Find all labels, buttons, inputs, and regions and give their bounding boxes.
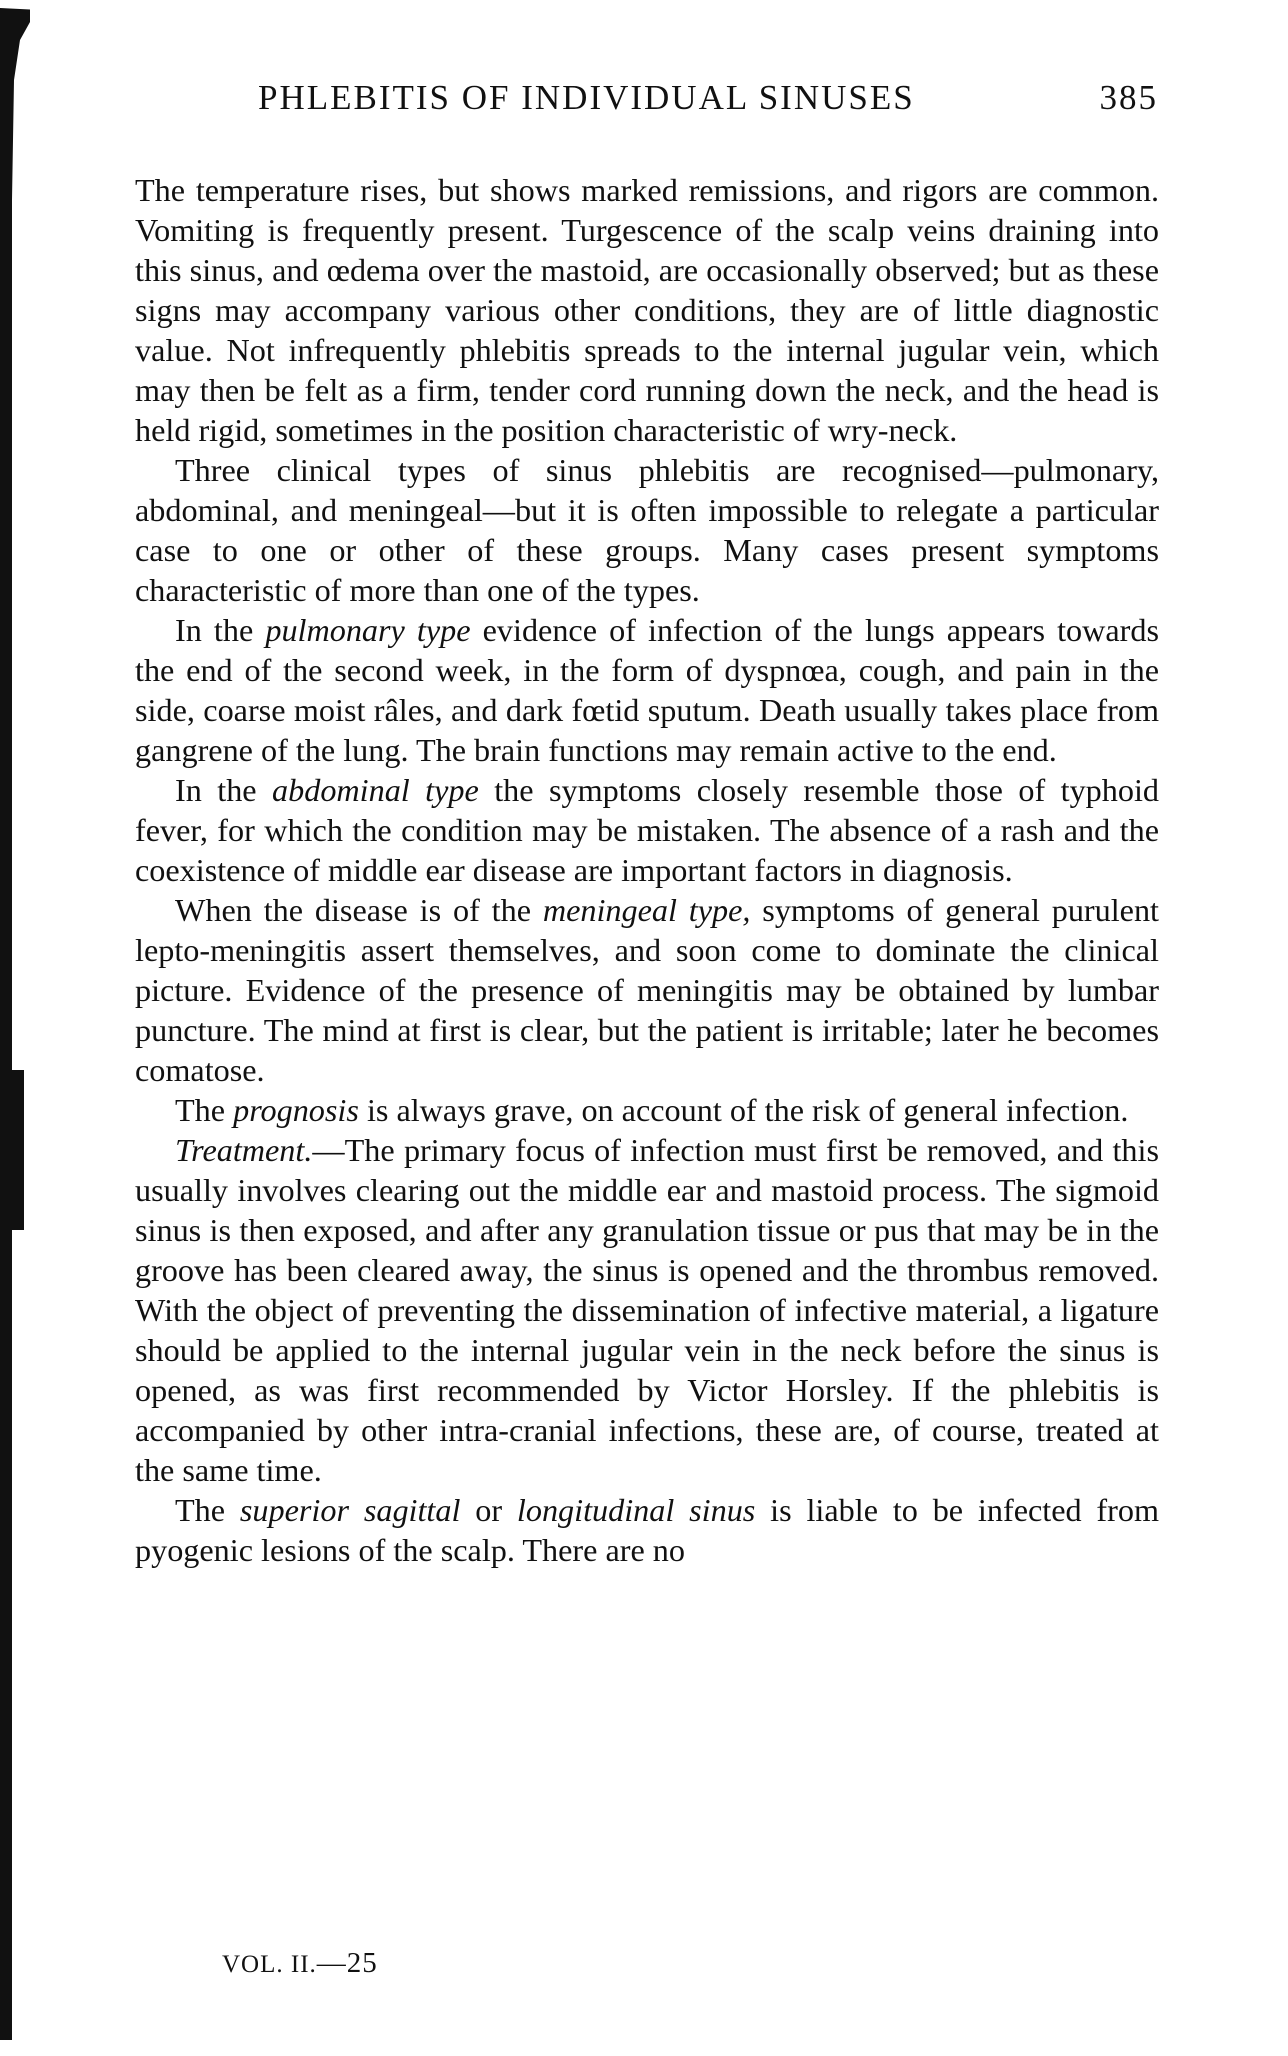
page-binding-edge [0, 0, 30, 2052]
text-run: Three clinical types of sinus phlebitis are recognised—pulmonary, abdominal, and meningeal—but it is often impossible to relegate a particular case to one or other of these groups. Many cases present symptoms characteristic of more than one of the types. [135, 452, 1159, 608]
text-run: the symptoms closely resemble those of typhoid fever, for which the condition may be mistaken. The absence of a rash and the coexistence of middle ear disease are important factors in diagnosis. [135, 772, 1159, 888]
paragraph [135, 1130, 1159, 1490]
paragraph [135, 1490, 1159, 1570]
text-run: In the [175, 772, 273, 808]
paragraph [135, 890, 1159, 1090]
text-run: or [460, 1492, 517, 1528]
italic-term: meningeal type, [542, 892, 751, 928]
page-number: 385 [1099, 78, 1158, 117]
text-run: symptoms of general purulent lepto-meningitis assert themselves, and soon come to dominate the clinical picture. Evidence of the presence of meningitis may be obtained by lumbar puncture. The mind at first is clear, but the patient is irritable; later he becomes comatose. [135, 892, 1160, 1088]
italic-term: prognosis [233, 1092, 359, 1128]
text-run: is liable to be infected from pyogenic lesions of the scalp. There are no [135, 1492, 1159, 1568]
paragraph [135, 770, 1159, 890]
text-run: is always grave, on account of the risk of general infection. [358, 1092, 1129, 1128]
paragraph [135, 450, 1159, 610]
text-run: The temperature rises, but shows marked remissions, and rigors are common. Vomiting is frequently present. Turgescence of the scalp veins draining into this sinus, and œdema over the mastoid, are occasionally observed; but as these signs may accompany various other conditions, they are of little diagnostic value. Not infrequently phlebitis spreads to the internal jugular vein, which may then be felt as a firm, tender cord running down the neck, and the head is held rigid, sometimes in the position characteristic of wry-neck. [135, 172, 1159, 448]
italic-term: pulmonary type [265, 612, 471, 648]
text-run: The [175, 1092, 234, 1128]
text-run: evidence of infection of the lungs appears towards the end of the second week, in the form of dyspnœa, cough, and pain in the side, coarse moist râles, and dark fœtid sputum. Death usually takes place from gangrene of the lung. The brain functions may remain active to the end. [135, 612, 1160, 768]
text-run: In the [175, 612, 266, 648]
volume-label: VOL. II. [222, 1951, 317, 1978]
italic-term: longitudinal sinus [516, 1492, 756, 1528]
italic-term: superior sagittal [239, 1492, 461, 1528]
footer-signature-line [222, 1947, 378, 1980]
paragraph [135, 1090, 1159, 1130]
signature-mark: —25 [316, 1947, 378, 1979]
paragraph [135, 610, 1159, 770]
text-run: The [175, 1492, 240, 1528]
text-run: —The primary focus of infection must first be removed, and this usually involves clearing out the middle ear and mastoid process. The sigmoid sinus is then exposed, and after any granulation tissue or pus that may be in the groove has been cleared away, the sinus is opened and the thrombus removed. With the object of preventing the dissemination of infective material, a ligature should be applied to the internal jugular vein in the neck before the sinus is opened, as was first recommended by Victor Horsley. If the phlebitis is accompanied by other intra-cranial infections, these are, of course, treated at the same time. [135, 1132, 1159, 1488]
italic-term: abdominal type [272, 772, 479, 808]
running-header [258, 78, 1158, 128]
italic-term: Treatment. [175, 1132, 313, 1168]
text-run: When the disease is of the [175, 892, 543, 928]
running-title: PHLEBITIS OF INDIVIDUAL SINUSES [258, 78, 915, 117]
body-text [135, 170, 1159, 1570]
paragraph [135, 170, 1159, 450]
